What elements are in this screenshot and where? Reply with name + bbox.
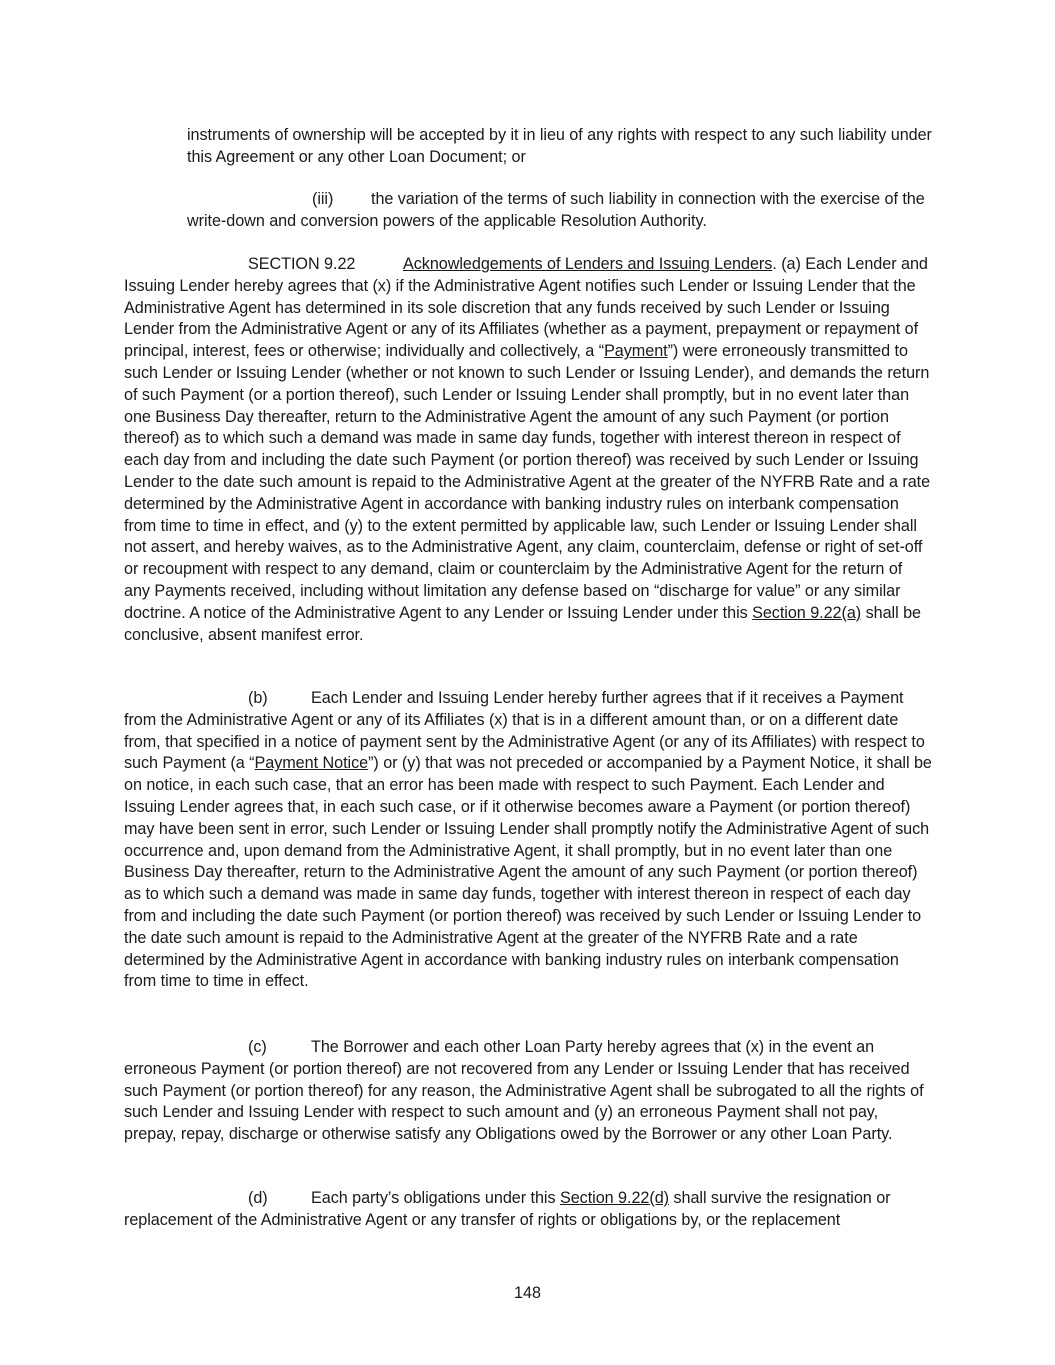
paragraph-a-text-end: shall be conclusive, absent manifest error. — [124, 603, 921, 644]
section-heading: Acknowledgements of Lenders and Issuing Lenders — [403, 255, 773, 273]
paragraph-d-text-end: shall survive the resignation or replacement of the Administrative Agent or any transfer of rights or obligations by, or the replacement — [124, 1189, 891, 1229]
cross-reference-section-9-22-a[interactable]: Section 9.22(a) — [752, 603, 862, 622]
defined-term-payment: Payment — [604, 342, 668, 361]
paragraph-d — [124, 1188, 932, 1232]
paragraph-a-text-start: (a) Each Lender and Issuing Lender hereby agrees that (x) if the Administrative Agent notifies such Lender or Issuing Lender that the Administrative Agent has determined in its sole discretion that any funds received by such Lender or Issuing Lender from the Administrative Agent or any of its Affiliates (whether as a payment, prepayment or repayment of principal, interest, fees or otherwise; individually and collectively, a “ — [124, 255, 928, 361]
paragraph-b-text-end: ”) or (y) that was not preceded or accompanied by a Payment Notice, it shall be on notice, in each such case, that an error has been made with respect to such Payment. Each Lender and Issuing Lender agrees that, in each such case, or if it otherwise becomes aware a Payment (or portion thereof) may have been sent in error, such Lender or Issuing Lender shall promptly notify the Administrative Agent of such occurrence and, upon demand from the Administrative Agent, it shall promptly, but in no event later than one Business Day thereafter, return to the Administrative Agent the amount of any such Payment (or portion thereof) as to which such a demand was made in same day funds, together with interest thereon in respect of each day from and including the date such Payment (or portion thereof) was received by such Lender or Issuing Lender to the date such amount is repaid to the Administrative Agent at the greater of the NYFRB Rate and a rate determined by the Administrative Agent in accordance with banking industry rules on interbank compensation from time to time in effect. — [124, 754, 932, 991]
paragraph-d-text-start: Each party’s obligations under this — [311, 1189, 560, 1207]
paragraph-c — [124, 1037, 932, 1146]
clause-iii-label: (iii) — [312, 190, 334, 208]
clause-iii — [187, 189, 932, 233]
section-9-22-paragraph-a — [124, 254, 932, 646]
page-number: 148 — [513, 1284, 541, 1302]
paragraph-b — [124, 688, 932, 993]
section-heading-period: . — [772, 255, 777, 273]
paragraph-a-text-mid: ”) were erroneously transmitted to such Lender or Issuing Lender (whether or not known to such Lender or Issuing Lender), and demands the return of such Payment (or a portion thereof), such Lender or Issuing Lender shall promptly, but in no event later than one Business Day thereafter, return to the Administrative Agent the amount of any such Payment (or portion thereof) as to which such a demand was made in same day funds, together with interest thereon in respect of each day from and including the date such Payment (or portion thereof) was received by such Lender or Issuing Lender to the date such amount is repaid to the Administrative Agent at the greater of the NYFRB Rate and a rate determined by the Administrative Agent in accordance with banking industry rules on interbank compensation from time to time in effect, and (y) to the extent permitted by applicable law, such Lender or Issuing Lender shall not assert, and hereby waives, as to the Administrative Agent, any claim, counterclaim, defense or right of set-off or recoupment with respect to any demand, claim or counterclaim by the Administrative Agent for the return of any Payments received, including without limitation any defense based on “discharge for value” or any similar doctrine. A notice of the Administrative Agent to any Lender or Issuing Lender under this — [124, 342, 931, 622]
defined-term-payment-notice: Payment Notice — [254, 754, 369, 773]
paragraph-b-text-start: Each Lender and Issuing Lender hereby further agrees that if it receives a Payment from the Administrative Agent or any of its Affiliates (x) that is in a different amount than, or on a different date from, that specified in a notice of payment sent by the Administrative Agent (or any of its Affiliates) with respect to such Payment (a “ — [124, 689, 925, 773]
paragraph-b-label: (b) — [248, 689, 268, 707]
paragraph-continuation: instruments of ownership will be accepted by it in lieu of any rights with respect to any such liability under this Agreement or any other Loan Document; or — [187, 126, 932, 166]
cross-reference-section-9-22-d[interactable]: Section 9.22(d) — [559, 1189, 669, 1207]
clause-iii-text: the variation of the terms of such liability in connection with the exercise of the write-down and conversion powers of the applicable Resolution Authority. — [187, 190, 925, 230]
section-number: SECTION 9.22 — [248, 255, 356, 273]
paragraph-c-text: The Borrower and each other Loan Party hereby agrees that (x) in the event an erroneous Payment (or portion thereof) are not recovered from any Lender or Issuing Lender that has received such Payment (or portion thereof) for any reason, the Administrative Agent shall be subrogated to all the rights of such Lender and Issuing Lender with respect to such amount and (y) an erroneous Payment shall not pay, prepay, repay, discharge or otherwise satisfy any Obligations owed by the Borrower or any other Loan Party. — [124, 1038, 924, 1144]
paragraph-c-label: (c) — [248, 1038, 267, 1056]
paragraph-d-label: (d) — [248, 1189, 268, 1207]
